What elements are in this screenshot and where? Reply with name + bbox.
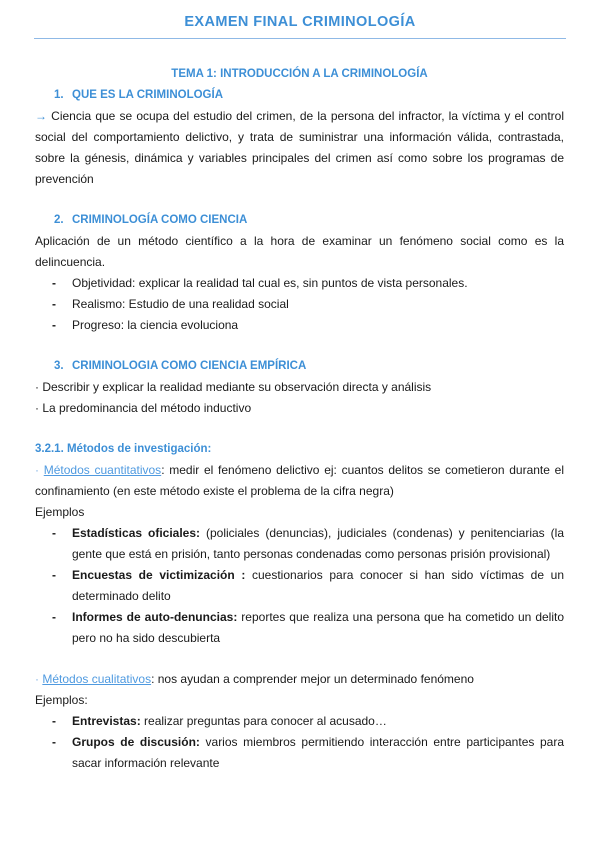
- list-item: - Realismo: Estudio de una realidad social: [35, 294, 564, 315]
- quantitative-examples-list: [35, 523, 564, 649]
- list-item: [35, 607, 564, 649]
- list-item: [35, 523, 564, 565]
- list-item-term: Entrevistas:: [72, 714, 141, 728]
- page-title: EXAMEN FINAL CRIMINOLOGÍA: [184, 14, 416, 30]
- bullet-dot: ·: [35, 463, 39, 477]
- section-3-2-1-heading: 3.2.1. Métodos de investigación:: [35, 443, 212, 455]
- list-item-term: Informes de auto-denuncias:: [72, 610, 238, 624]
- qualitative-methods-link[interactable]: Métodos cualitativos: [42, 672, 152, 686]
- section-1-number: 1.: [54, 89, 64, 101]
- section-1-heading: [35, 85, 564, 106]
- section-2-heading: [35, 210, 564, 231]
- quantitative-methods-link[interactable]: Métodos cuantitativos: [43, 463, 162, 477]
- header-divider: [34, 38, 566, 39]
- qualitative-text: : nos ayudan a comprender mejor un determinado fenómeno: [151, 672, 474, 686]
- qualitative-paragraph: [35, 669, 564, 690]
- quantitative-text: : medir el fenómeno delictivo ej: cuantos delitos se cometieron durante el confinamiento (en este método existe el problema de la cifra negra): [35, 463, 565, 498]
- section-1-text: Ciencia que se ocupa del estudio del crimen, de la persona del infractor, la víctima y el control social del comportamiento delictivo, y trata de suministrar una información válida, contrastada, sobre la génesis, dinámica y variables principales del crimen así como sobre los programas de prevención: [35, 109, 564, 186]
- section-3-heading: [35, 356, 564, 377]
- section-2-number: 2.: [54, 214, 64, 226]
- section-2-title: CRIMINOLOGÍA COMO CIENCIA: [72, 214, 248, 226]
- list-item-text: cuestionarios para conocer si han sido víctimas de un determinado delito: [72, 568, 565, 603]
- list-item-term: Encuestas de victimización :: [72, 568, 246, 582]
- section-3-point: · La predominancia del método inductivo: [35, 401, 252, 415]
- document-body: [35, 64, 564, 774]
- list-item-term: Estadísticas oficiales:: [72, 526, 201, 540]
- section-2-paragraph: Aplicación de un método científico a la hora de examinar un fenómeno social como es la delincuencia.: [35, 234, 564, 269]
- list-item-text: realizar preguntas para conocer al acusado…: [140, 714, 387, 728]
- list-item: [35, 565, 564, 607]
- section-3-title: CRIMINOLOGIA COMO CIENCIA EMPÍRICA: [72, 360, 307, 372]
- tema-heading: TEMA 1: INTRODUCCIÓN A LA CRIMINOLOGÍA: [171, 68, 428, 80]
- section-1-paragraph: [35, 106, 564, 190]
- quantitative-examples-label: Ejemplos: [35, 505, 85, 519]
- arrow-icon: →: [35, 109, 47, 123]
- qualitative-examples-list: [35, 711, 564, 774]
- list-item: [35, 732, 564, 774]
- quantitative-paragraph: [35, 460, 564, 502]
- section-3-point: · Describir y explicar la realidad mediante su observación directa y análisis: [35, 380, 432, 394]
- list-item-term: Grupos de discusión:: [72, 735, 200, 749]
- section-2-list: [35, 273, 564, 336]
- list-item-text: (policiales (denuncias), judiciales (condenas) y penitenciarias (la gente que está en prisión, tanto personas condenadas como personas prisión provisional): [72, 526, 564, 561]
- bullet-dot: ·: [35, 672, 39, 686]
- list-item: [35, 711, 564, 732]
- list-item-text: reportes que realiza una persona que ha cometido un delito pero no ha sido descubierta: [72, 610, 565, 645]
- qualitative-examples-label: Ejemplos:: [35, 693, 88, 707]
- section-3-number: 3.: [54, 360, 64, 372]
- section-1-title: QUE ES LA CRIMINOLOGÍA: [72, 89, 223, 101]
- list-item-text: varios miembros permitiendo interacción entre participantes para sacar información relevante: [72, 735, 564, 770]
- list-item: - Progreso: la ciencia evoluciona: [35, 315, 564, 336]
- list-item: - Objetividad: explicar la realidad tal cual es, sin puntos de vista personales.: [35, 273, 564, 294]
